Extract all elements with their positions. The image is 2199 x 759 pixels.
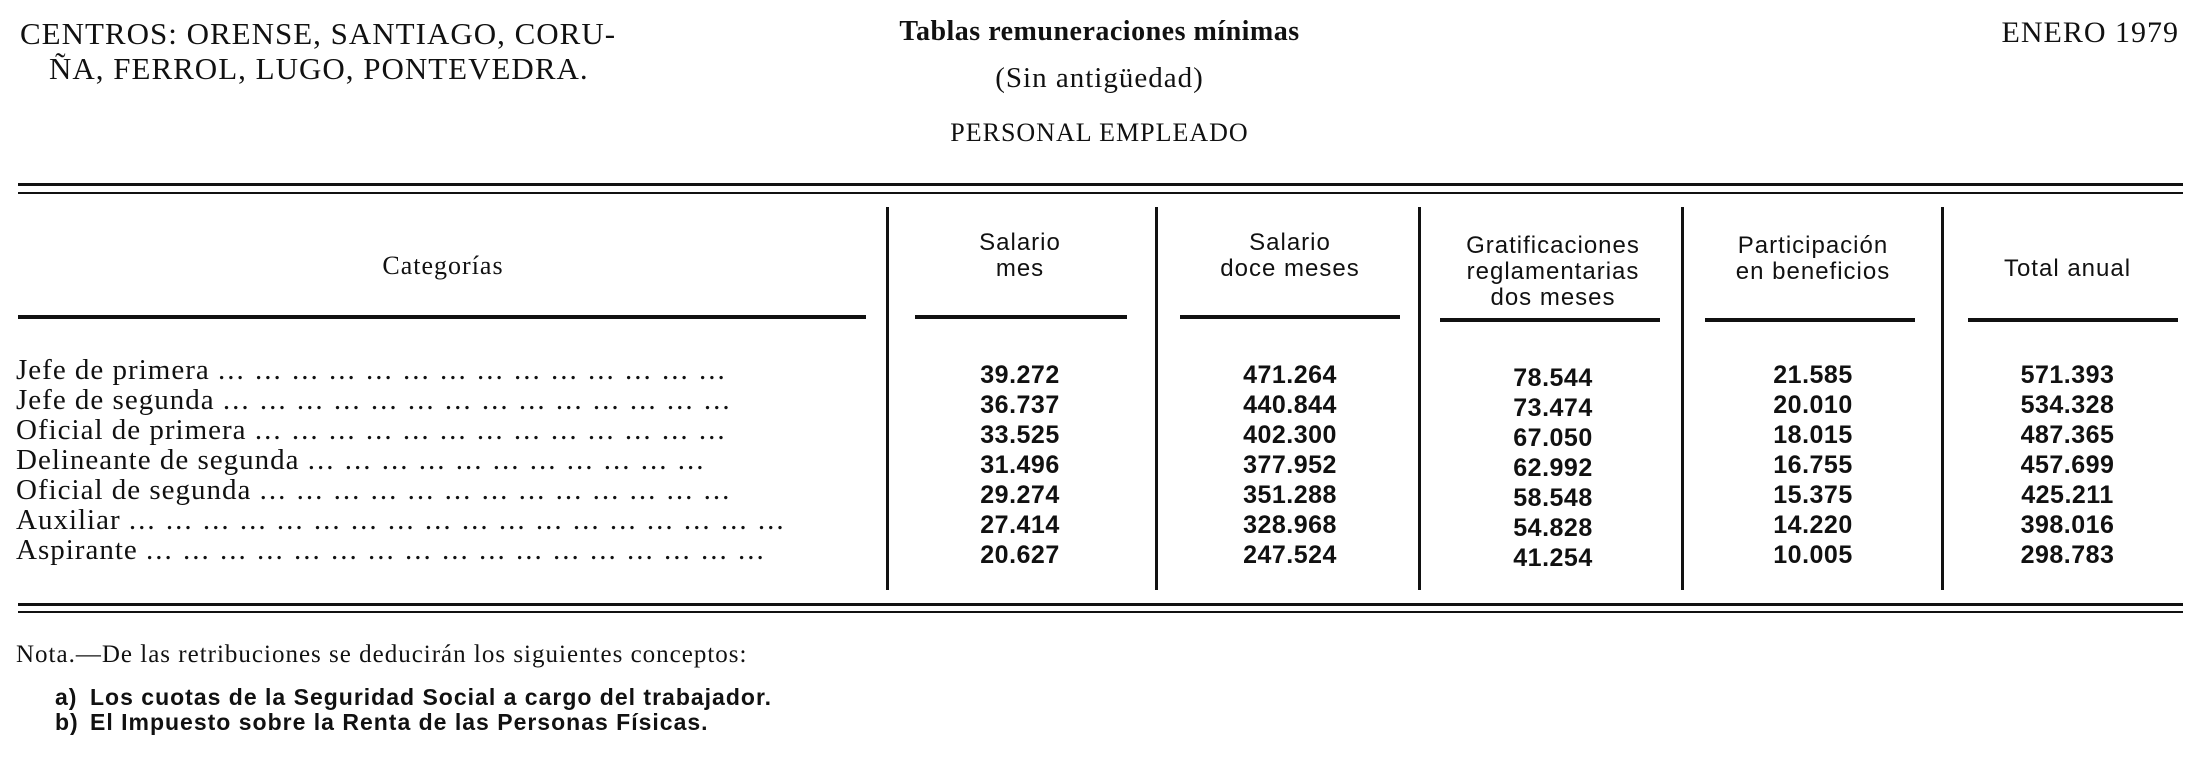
leader-dots: ... ... ... ... ... ... ... ... ... ... ... ... ... ... ... ... ... ... <box>128 505 786 535</box>
header-underline <box>1968 318 2178 322</box>
note-item-text: Los cuotas de la Seguridad Social a cargo del trabajador. <box>90 684 773 710</box>
category-cell <box>16 505 866 535</box>
salario-doce-cell: 247.524 <box>1243 541 1337 569</box>
total-cell: 425.211 <box>2021 481 2114 509</box>
gratificaciones-cell: 54.828 <box>1513 514 1593 542</box>
column-header-participacion <box>1693 233 1933 285</box>
salario-doce-cell: 471.264 <box>1243 361 1337 389</box>
note-item-text: El Impuesto sobre la Renta de las Personas Físicas. <box>90 709 709 735</box>
column-header-label: mes <box>995 255 1045 282</box>
column-header-salario-mes <box>910 230 1130 282</box>
date-label: ENERO 1979 <box>2001 16 2179 49</box>
note-item <box>55 684 772 711</box>
salario-doce-cell: 377.952 <box>1243 451 1337 479</box>
column-header-label: Categorías <box>382 251 504 280</box>
bottom-rule-2 <box>18 611 2183 613</box>
participacion-cell: 20.010 <box>1773 391 1853 419</box>
column-header-label: Salario <box>1249 229 1331 256</box>
column-header-label: Gratificaciones <box>1466 232 1640 259</box>
category-label: Jefe de segunda <box>16 385 215 415</box>
participacion-cell: 10.005 <box>1773 541 1853 569</box>
column-divider <box>1681 207 1684 590</box>
leader-dots: ... ... ... ... ... ... ... ... ... ... ... ... ... <box>254 415 727 445</box>
gratificaciones-cell: 58.548 <box>1513 484 1593 512</box>
page-title: Tablas remuneraciones mínimas <box>899 16 1300 47</box>
note-text: Nota.—De las retribuciones se deducirán los siguientes conceptos: <box>16 641 748 668</box>
category-cell <box>16 385 866 415</box>
total-cell: 534.328 <box>2020 391 2115 419</box>
column-header-label: en beneficios <box>1735 258 1891 285</box>
column-header-label: Salario <box>979 229 1061 256</box>
salario-mes-cell: 33.525 <box>980 421 1060 449</box>
header-underline <box>18 315 866 319</box>
header-underline <box>1440 318 1660 322</box>
leader-dots: ... ... ... ... ... ... ... ... ... ... ... <box>307 445 706 475</box>
salario-doce-cell: 351.288 <box>1243 481 1337 509</box>
column-header-label: reglamentarias <box>1466 258 1640 285</box>
participacion-cell: 14.220 <box>1773 511 1853 539</box>
salario-mes-cell: 36.737 <box>980 391 1060 419</box>
total-cell: 457.699 <box>2020 451 2115 479</box>
salario-mes-cell: 20.627 <box>980 541 1060 569</box>
leader-dots: ... ... ... ... ... ... ... ... ... ... ... ... ... ... <box>217 355 727 385</box>
category-label: Delineante de segunda <box>16 445 300 475</box>
gratificaciones-cell: 62.992 <box>1513 454 1593 482</box>
leader-dots: ... ... ... ... ... ... ... ... ... ... ... ... ... ... <box>222 385 732 415</box>
participacion-cell: 18.015 <box>1773 421 1853 449</box>
column-header-label: dos meses <box>1490 284 1616 311</box>
column-divider <box>1941 207 1944 590</box>
category-cell <box>16 355 866 385</box>
column-header-label: doce meses <box>1220 255 1360 282</box>
salario-doce-cell: 440.844 <box>1243 391 1337 419</box>
total-cell: 398.016 <box>2020 511 2115 539</box>
gratificaciones-cell: 67.050 <box>1513 424 1593 452</box>
column-header-label: Participación <box>1737 232 1889 259</box>
note-item-marker: a) <box>55 684 78 710</box>
category-label: Auxiliar <box>16 505 121 535</box>
column-divider <box>1155 207 1158 590</box>
leader-dots: ... ... ... ... ... ... ... ... ... ... ... ... ... <box>259 475 732 505</box>
salario-mes-cell: 29.274 <box>980 481 1060 509</box>
section-title: PERSONAL EMPLEADO <box>950 118 1249 147</box>
column-header-salario-doce <box>1175 230 1405 282</box>
salario-mes-cell: 31.496 <box>980 451 1060 479</box>
gratificaciones-cell: 78.544 <box>1513 364 1593 392</box>
category-cell <box>16 445 866 475</box>
category-label: Aspirante <box>16 535 138 565</box>
page-subtitle: (Sin antigüedad) <box>995 62 1204 94</box>
centers-line-1: CENTROS: ORENSE, SANTIAGO, CORU- <box>20 16 617 51</box>
salario-doce-cell: 328.968 <box>1243 511 1337 539</box>
participacion-cell: 15.375 <box>1773 481 1853 509</box>
category-cell <box>16 475 866 505</box>
salario-mes-cell: 27.414 <box>980 511 1060 539</box>
total-cell: 487.365 <box>2020 421 2115 449</box>
column-header-total <box>1955 256 2180 282</box>
category-label: Jefe de primera <box>16 355 210 385</box>
column-header-gratificaciones <box>1428 233 1678 311</box>
participacion-cell: 16.755 <box>1773 451 1853 479</box>
participacion-cell: 21.585 <box>1773 361 1853 389</box>
note-item <box>55 709 709 736</box>
gratificaciones-cell: 41.254 <box>1513 544 1593 572</box>
gratificaciones-cell: 73.474 <box>1513 394 1593 422</box>
salario-doce-cell: 402.300 <box>1243 421 1337 449</box>
leader-dots: ... ... ... ... ... ... ... ... ... ... ... ... ... ... ... ... ... <box>146 535 766 565</box>
total-cell: 298.783 <box>2020 541 2115 569</box>
category-label: Oficial de segunda <box>16 475 252 505</box>
centers-line-2: ÑA, FERROL, LUGO, PONTEVEDRA. <box>49 51 589 86</box>
salario-mes-cell: 39.272 <box>980 361 1060 389</box>
column-divider <box>886 207 889 590</box>
column-divider <box>1418 207 1421 590</box>
header-underline <box>1705 318 1915 322</box>
note-item-marker: b) <box>55 709 79 735</box>
top-rule-1 <box>18 183 2183 186</box>
header-underline <box>1180 315 1400 319</box>
header-underline <box>915 315 1127 319</box>
category-label: Oficial de primera <box>16 415 247 445</box>
total-cell: 571.393 <box>2020 361 2115 389</box>
bottom-rule-1 <box>18 603 2183 606</box>
category-cell <box>16 415 866 445</box>
column-header-label: Total anual <box>2003 255 2132 282</box>
column-header-categorias <box>18 253 868 279</box>
category-cell <box>16 535 866 565</box>
top-rule-2 <box>18 192 2183 194</box>
